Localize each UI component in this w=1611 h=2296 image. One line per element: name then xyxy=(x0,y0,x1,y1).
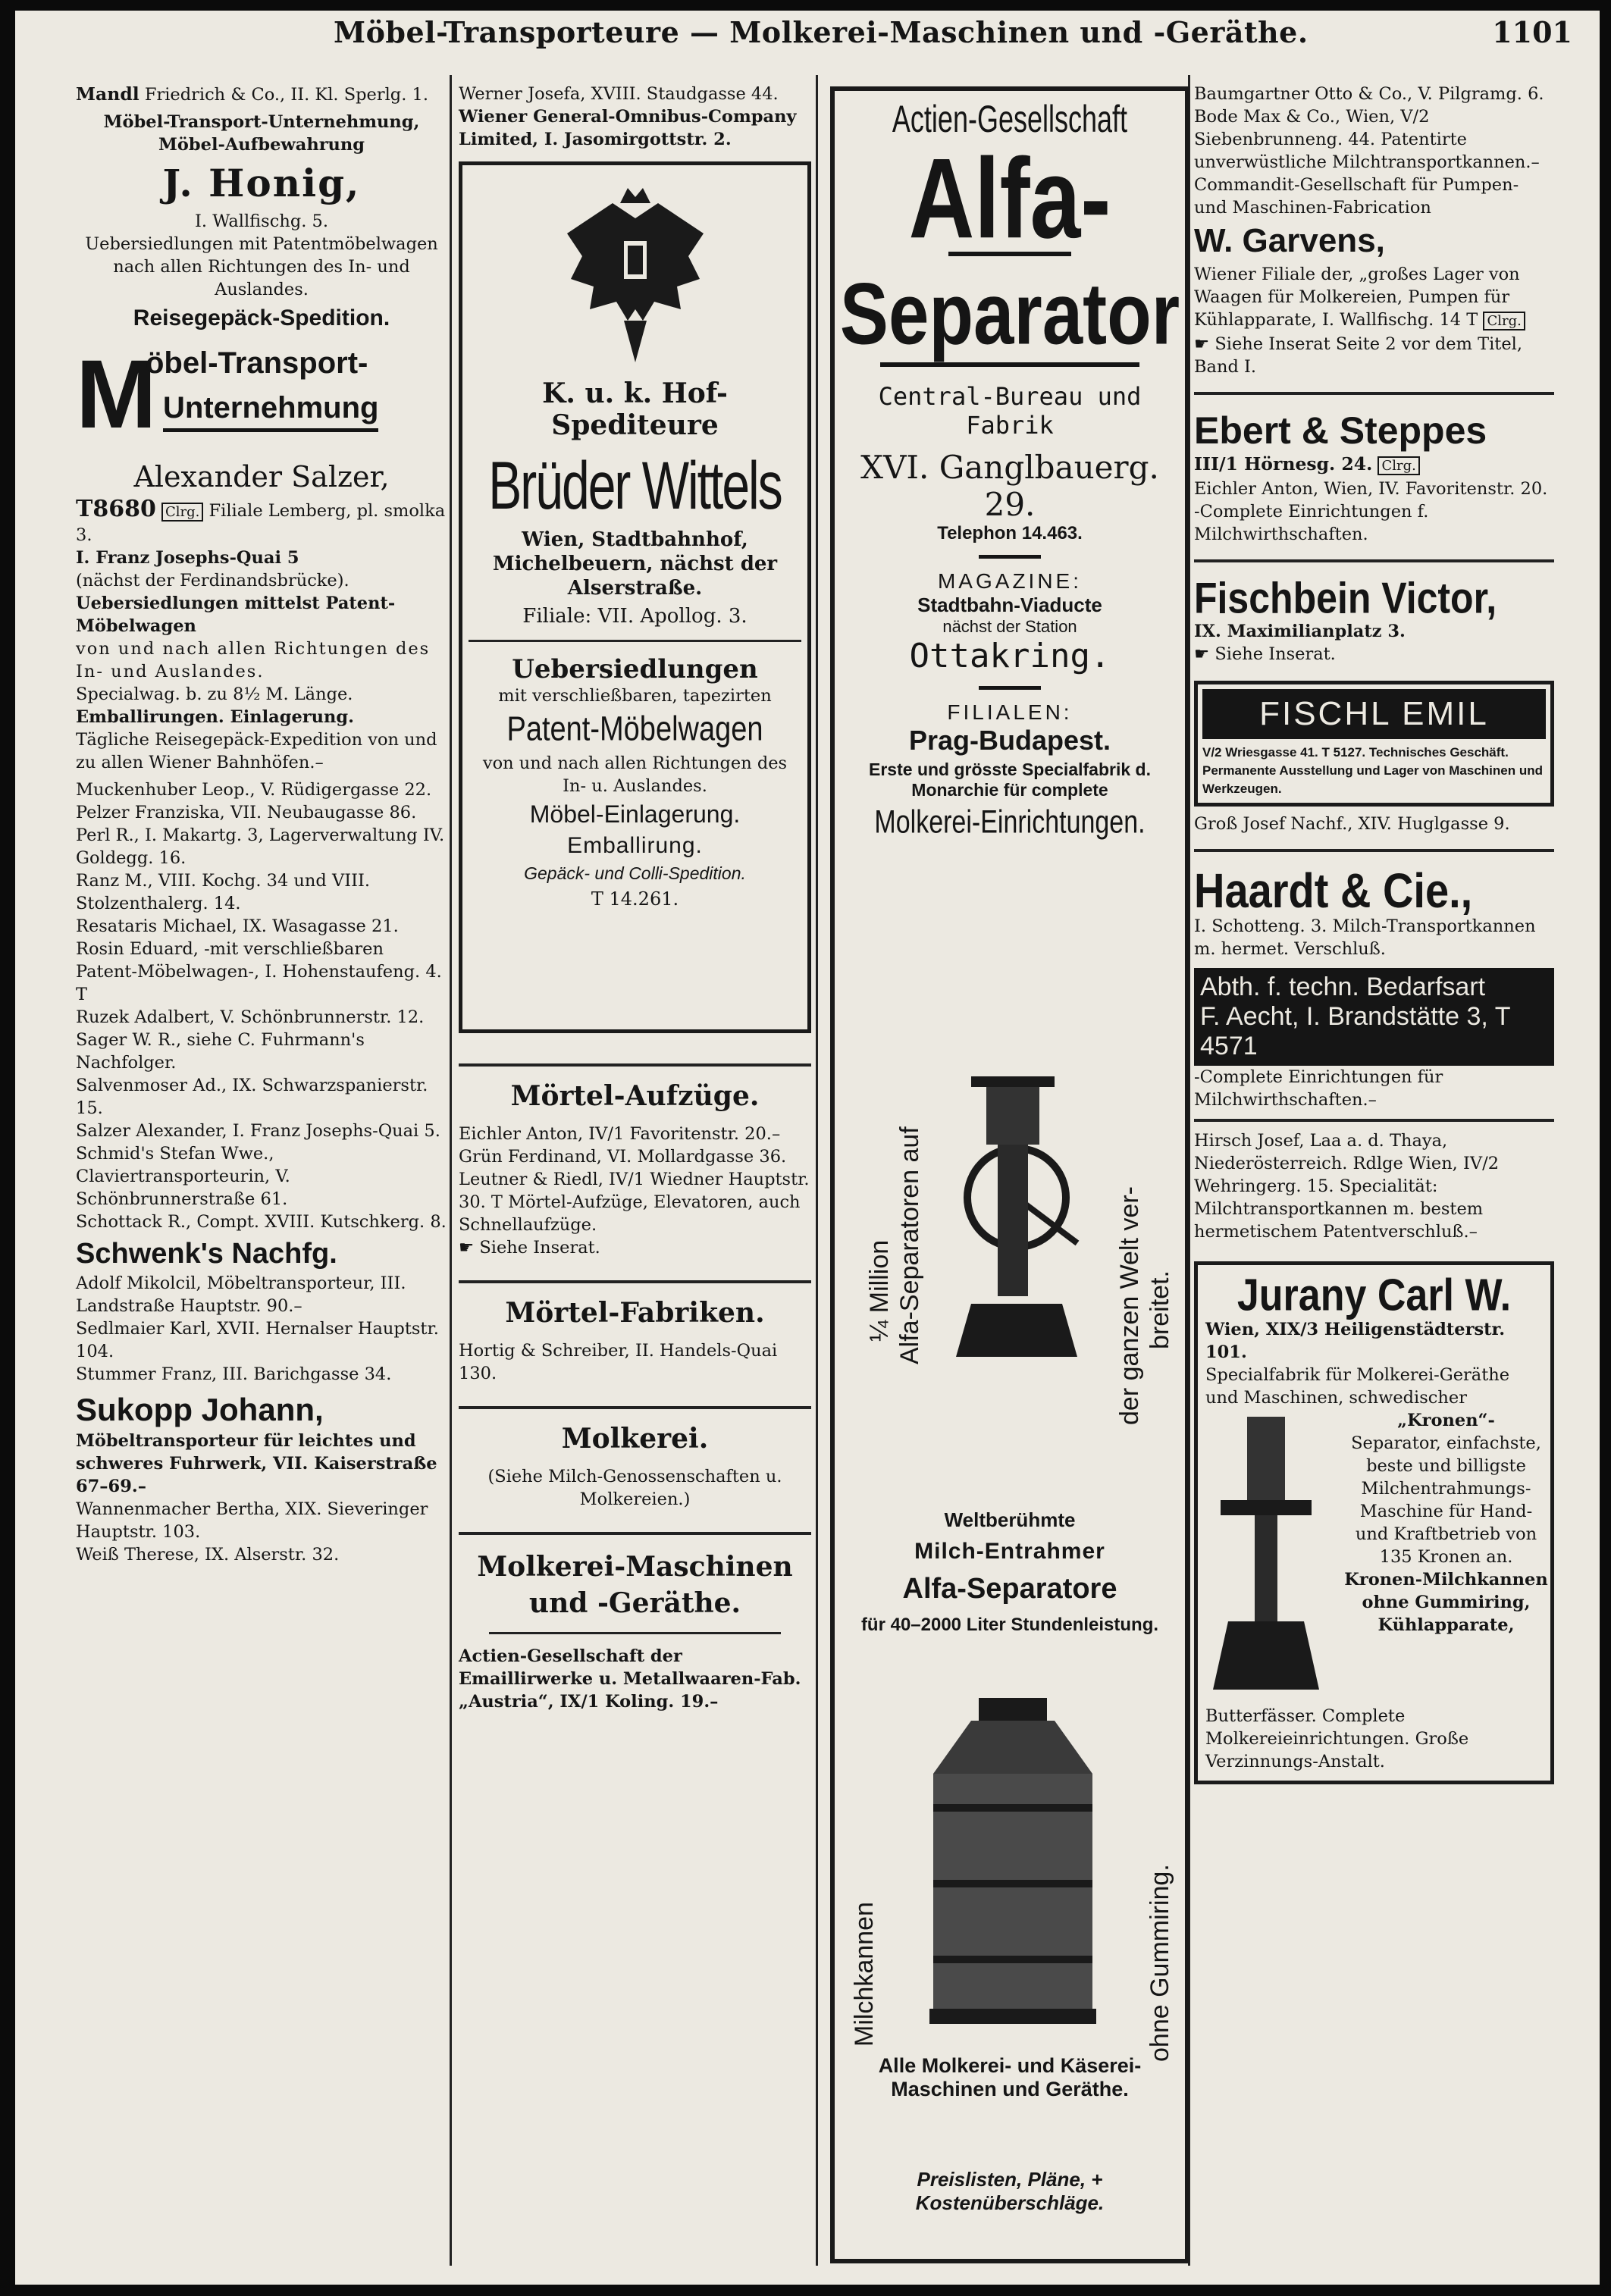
entry-muckenhuber: Muckenhuber Leop., V. Rüdigergasse 22. xyxy=(76,780,432,800)
alfa-preislisten: Preislisten, Pläne, + Kostenüberschläge. xyxy=(915,2168,1105,2214)
garvens-text: Wiener Filiale der, „großes Lager von Waagen für Molkereien, Pumpen für Kühlapparate, I. Wallfischg. 14 T Clrg. xyxy=(1194,263,1554,333)
garvens-ref: ☛ Siehe Inserat Seite 2 vor dem Titel, Band I. xyxy=(1194,334,1522,377)
clearing-badge: Clrg. xyxy=(1377,456,1419,475)
aecht-line1: Abth. f. techn. Bedarfsart xyxy=(1200,973,1486,1001)
alfa-alle: Alle Molkerei- und Käserei-Maschinen und Geräthe. xyxy=(878,2054,1142,2100)
schwenk-text: Adolf Mikolcil, Möbeltransporteur, III. Landstraße Hauptstr. 90.– xyxy=(76,1273,406,1316)
wittels-title1: K. u. k. Hof- xyxy=(542,377,728,409)
entry-perl: Perl R., I. Makartg. 3, Lagerverwaltung IV. Goldegg. 16. xyxy=(76,825,445,868)
alfa-weltberuehmte: Weltberühmte xyxy=(944,1508,1076,1531)
alfa-molkerei: Molkerei-Einrichtungen. xyxy=(874,804,1146,841)
salzer-text4: Emballirungen. Einlagerung. xyxy=(76,707,354,727)
alfa-leistung: für 40–2000 Liter Stundenleistung. xyxy=(860,1615,1159,1635)
entry-leutner-ref: ☛ Siehe Inserat. xyxy=(459,1238,600,1258)
sukopp-text: Möbeltransporteur für leichtes und schweres Fuhrwerk, VII. Kaiserstraße 67–69.– xyxy=(76,1431,437,1496)
divider xyxy=(489,1632,781,1634)
wittels-patent: Patent-Möbelwagen xyxy=(506,709,763,749)
sukopp-name: Sukopp Johann, xyxy=(76,1392,324,1427)
salzer-name: Alexander Salzer, xyxy=(133,460,390,493)
honig-name: J. Honig, xyxy=(162,161,361,205)
salzer-banner-line1: öbel-Transport- xyxy=(146,346,368,380)
salzer-text2: von und nach allen Richtungen des In- und Auslandes. xyxy=(76,639,431,681)
salzer-phone-line: T8680 Clrg. Filiale Lemberg, pl. smolka 3. xyxy=(76,496,446,545)
schwenk-name: Schwenk's Nachfg. xyxy=(76,1238,337,1270)
entry-gruen: Grün Ferdinand, VI. Mollardgasse 36. xyxy=(459,1147,787,1167)
alfa-vert-right2: breitet. xyxy=(1146,1270,1174,1349)
divider xyxy=(469,640,801,642)
wittels-head: Uebersiedlungen xyxy=(512,654,758,684)
salzer-address-note: (nächst der Ferdinandsbrücke). xyxy=(76,571,349,590)
entry-resataris: Resataris Michael, IX. Wasagasse 21. xyxy=(76,916,399,936)
molkerei-note: (Siehe Milch-Genossenschaften u. Molkereien.) xyxy=(487,1467,782,1509)
entry-pelzer: Pelzer Franziska, VII. Neubaugasse 86. xyxy=(76,803,417,822)
column-4 xyxy=(1194,83,1554,1784)
salzer-text5: Tägliche Reisegepäck-Expedition von und zu allen Wiener Bahnhöfen.– xyxy=(76,730,437,772)
alfa-vert-right1: der ganzen Welt ver- xyxy=(1115,1186,1144,1425)
entry-eichler: Eichler Anton, IV/1 Favoritenstr. 20.– xyxy=(459,1124,781,1144)
section-moertel-aufzuege: Mörtel-Aufzüge. xyxy=(510,1080,760,1112)
cream-separator-machine-illustration xyxy=(926,1076,1108,1364)
divider xyxy=(459,1280,811,1283)
divider xyxy=(459,1063,811,1067)
fischbein-ref: ☛ Siehe Inserat. xyxy=(1194,644,1336,664)
wittels-filiale: Filiale: VII. Apollog. 3. xyxy=(522,605,748,628)
alfa-milchkannen: Milchkannen xyxy=(850,1902,879,2047)
garvens-name: W. Garvens, xyxy=(1194,222,1385,259)
alfa-filialen: FILIALEN: xyxy=(947,700,1073,724)
entry-rosin: Rosin Eduard, -mit verschließbaren Patent-Möbelwagen-, I. Hohenstaufeng. 4. T xyxy=(76,939,442,1004)
clearing-badge: Clrg. xyxy=(161,503,203,522)
entry-schmid: Schmid's Stefan Wwe., Claviertransporteurin, V. Schönbrunnerstraße 61. xyxy=(76,1144,290,1209)
fischl-advertisement xyxy=(1194,681,1554,807)
entry-schottack: Schottack R., Compt. XVIII. Kutschkerg. 8. xyxy=(76,1212,447,1232)
entry-sager: Sager W. R., siehe C. Fuhrmann's Nachfolger. xyxy=(76,1030,365,1073)
entry-ranz: Ranz M., VIII. Kochg. 34 und VIII. Stolzenthalerg. 14. xyxy=(76,871,371,913)
page-number: 1101 xyxy=(1492,15,1572,49)
fischl-name: FISCHL EMIL xyxy=(1202,689,1546,739)
section-molkerei-maschinen: Molkerei-Maschinen und -Geräthe. xyxy=(477,1551,793,1619)
pointing-hand-icon: ☛ xyxy=(1194,334,1210,354)
jurany-advertisement xyxy=(1194,1261,1554,1784)
jurany-address: Wien, XIX/3 Heiligenstädterstr. 101. xyxy=(1205,1320,1506,1362)
milk-can-illustration xyxy=(918,1698,1108,2031)
column-rule xyxy=(816,75,818,2266)
entry-commandit: Commandit-Gesellschaft für Pumpen- und Maschinen-Fabrication xyxy=(1194,175,1519,218)
entry-ruzek: Ruzek Adalbert, V. Schönbrunnerstr. 12. xyxy=(76,1007,425,1027)
entry-hirsch: Hirsch Josef, Laa a. d. Thaya, Niederösterreich. Rdlge Wien, IV/2 Wehringerg. 15. Specialität: Milchtransportkannen m. bestem hermetischem Patentverschluß.– xyxy=(1194,1131,1500,1242)
entry-weiss: Weiß Therese, IX. Alserstr. 32. xyxy=(76,1545,340,1565)
running-title: Möbel-Transporteure — Molkerei-Maschinen und -Geräthe. xyxy=(334,15,1309,49)
entry-hortig: Hortig & Schreiber, II. Handels-Quai 130. xyxy=(459,1341,778,1383)
wittels-advertisement xyxy=(459,161,811,1033)
ebert-address: III/1 Hörnesg. 24. Clrg. xyxy=(1194,453,1554,478)
divider xyxy=(979,686,1041,690)
wittels-sub: mit verschließbaren, tapezirten xyxy=(498,686,772,706)
separator-illustration xyxy=(1205,1417,1334,1697)
salzer-banner xyxy=(76,342,447,456)
double-eagle-crest-icon xyxy=(559,188,711,370)
wittels-phone: T 14.261. xyxy=(591,888,679,910)
salzer-text1: Uebersiedlungen mittelst Patent-Möbelwagen xyxy=(76,594,396,636)
entry-leutner: Leutner & Riedl, IV/1 Wiedner Hauptstr. 30. T Mörtel-Aufzüge, Elevatoren, auch Schnellaufzüge. xyxy=(459,1170,810,1235)
alfa-viaducte: Stadtbahn-Viaducte xyxy=(917,594,1102,616)
fischbein-name: Fischbein Victor, xyxy=(1194,573,1497,623)
honig-tagline: Reisegepäck-Spedition. xyxy=(133,305,390,330)
fischl-text: V/2 Wriesgasse 41. T 5127. Technisches Geschäft. Permanente Ausstellung und Lager von Maschinen und Werkzeugen. xyxy=(1202,745,1543,796)
alfa-ottakring: Ottakring. xyxy=(909,637,1111,675)
wittels-directions: von und nach allen Richtungen des In- u. Auslandes. xyxy=(482,753,788,796)
haardt-name: Haardt & Cie., xyxy=(1194,863,1473,918)
wittels-emballirung: Emballirung. xyxy=(567,833,703,858)
column-1 xyxy=(76,83,447,1566)
clearing-badge: Clrg. xyxy=(1483,312,1525,330)
pointing-hand-icon: ☛ xyxy=(459,1238,475,1258)
alfa-top: Actien-Gesellschaft xyxy=(892,96,1128,140)
alfa-central: Central-Bureau und Fabrik xyxy=(878,382,1142,440)
alfa-name1: Alfa- xyxy=(908,135,1111,262)
column-rule xyxy=(450,75,452,2266)
divider xyxy=(459,1532,811,1535)
jurany-body xyxy=(1205,1409,1548,1705)
wittels-address: Wien, Stadtbahnhof, Michelbeuern, nächst der Alserstraße. xyxy=(492,528,778,600)
divider xyxy=(1194,849,1554,852)
entry-austria: Actien-Gesellschaft der Emaillirwerke u. Metallwaaren-Fab. „Austria“, IX/1 Koling. 19.– xyxy=(459,1646,801,1712)
aecht-line2: F. Aecht, I. Brandstätte 3, T 4571 xyxy=(1200,1002,1510,1060)
ebert-name: Ebert & Steppes xyxy=(1194,409,1487,452)
entry-stummer: Stummer Franz, III. Barichgasse 34. xyxy=(76,1364,392,1384)
alfa-separator-advertisement xyxy=(830,86,1189,2263)
column-2 xyxy=(459,83,811,1713)
jurany-kronen: „Kronen“- xyxy=(1397,1411,1495,1430)
directory-page xyxy=(15,11,1600,2285)
honig-heading: Möbel-Transport-Unternehmung, Möbel-Aufbewahrung xyxy=(103,112,420,155)
aecht-banner xyxy=(1194,968,1554,1066)
entry-eichler-col4: Eichler Anton, Wien, IV. Favoritenstr. 20. -Complete Einrichtungen f. Milchwirthschaften. xyxy=(1194,479,1548,544)
jurany-name: Jurany Carl W. xyxy=(1236,1270,1512,1321)
entry-werner: Werner Josefa, XVIII. Staudgasse 44. xyxy=(459,84,779,104)
entry-salvenmoser: Salvenmoser Ad., IX. Schwarzspanierstr. 15. xyxy=(76,1076,428,1118)
salzer-banner-line2: Unternehmung xyxy=(163,391,378,432)
wittels-name: Brüder Wittels xyxy=(488,447,782,523)
alfa-phone: Telephon 14.463. xyxy=(937,523,1083,543)
entry-omnibus: Wiener General-Omnibus-Company Limited, I. Jasomirgottstr. 2. xyxy=(459,107,797,149)
divider xyxy=(979,555,1041,559)
aecht-text: -Complete Einrichtungen für Milchwirthschaften.– xyxy=(1194,1067,1443,1110)
fischbein-address: IX. Maximilianplatz 3. xyxy=(1194,622,1406,641)
section-moertel-fabriken: Mörtel-Fabriken. xyxy=(505,1297,765,1329)
alfa-name2: Separator xyxy=(839,265,1180,363)
wittels-title2: Spediteure xyxy=(551,409,719,441)
pointing-hand-icon: ☛ xyxy=(1194,644,1210,664)
jurany-text3: Butterfässer. Complete Molkereieinrichtungen. Große Verzinnungs-Anstalt. xyxy=(1205,1706,1469,1771)
salzer-address: I. Franz Josephs-Quai 5 xyxy=(76,548,299,568)
alfa-gummiring: ohne Gummiring. xyxy=(1146,1864,1174,2062)
section-molkerei: Molkerei. xyxy=(561,1423,709,1455)
alfa-separatore: Alfa-Separatore xyxy=(902,1573,1117,1605)
salzer-initial: M xyxy=(76,340,157,449)
entry-baumgartner: Baumgartner Otto & Co., V. Pilgramg. 6. xyxy=(1194,84,1544,104)
honig-text: Uebersiedlungen mit Patentmöbelwagen nach allen Richtungen des In- und Auslandes. xyxy=(85,234,438,299)
entry-bode: Bode Max & Co., Wien, V/2 Siebenbrunneng. 44. Patentirte unverwüstliche Milchtransportkannen.– xyxy=(1194,107,1540,172)
alfa-magazine: MAGAZINE: xyxy=(937,569,1082,593)
alfa-vert-left1: ¼ Million xyxy=(865,1239,894,1342)
wittels-lager: Möbel-Einlagerung. xyxy=(529,800,741,828)
entry-gross: Groß Josef Nachf., XIV. Huglgasse 9. xyxy=(1194,814,1510,834)
entry-mandl: Mandl Friedrich & Co., II. Kl. Sperlg. 1. xyxy=(76,83,428,105)
divider xyxy=(459,1406,811,1409)
jurany-text1: Specialfabrik für Molkerei-Geräthe und Maschinen, schwedischer xyxy=(1205,1365,1510,1408)
alfa-vert-left2: Alfa-Separatoren auf xyxy=(895,1126,924,1364)
haardt-text: I. Schotteng. 3. Milch-Transportkannen m. hermet. Verschluß. xyxy=(1194,916,1536,959)
divider xyxy=(1194,559,1554,562)
alfa-milch: Milch-Entrahmer xyxy=(914,1539,1105,1564)
alfa-special: Erste und grösste Specialfabrik d. Monarchie für complete xyxy=(869,760,1151,800)
alfa-prag: Prag-Budapest. xyxy=(908,725,1111,756)
honig-address: I. Wallfischg. 5. xyxy=(195,211,328,231)
salzer-text3: Specialwag. b. zu 8½ M. Länge. xyxy=(76,684,353,704)
jurany-text2: Separator, einfachste, beste und billigste Milchentrahmungs-Maschine für Hand- und Kraftbetrieb von 135 Kronen an. xyxy=(1351,1433,1541,1567)
jurany-kannen: Kronen-Milchkannen ohne Gummiring, Kühlapparate, xyxy=(1344,1570,1548,1635)
entry-wannenmacher: Wannenmacher Bertha, XIX. Sieveringer Hauptstr. 103. xyxy=(76,1499,428,1542)
entry-salzer: Salzer Alexander, I. Franz Josephs-Quai 5. xyxy=(76,1121,440,1141)
alfa-address: XVI. Ganglbauerg. 29. xyxy=(860,449,1159,523)
wittels-spedition: Gepäck- und Colli-Spedition. xyxy=(524,863,746,883)
divider xyxy=(1194,392,1554,395)
entry-sedlmaier: Sedlmaier Karl, XVII. Hernalser Hauptstr. 104. xyxy=(76,1319,439,1361)
divider xyxy=(1194,1119,1554,1122)
alfa-station: nächst der Station xyxy=(942,617,1077,636)
